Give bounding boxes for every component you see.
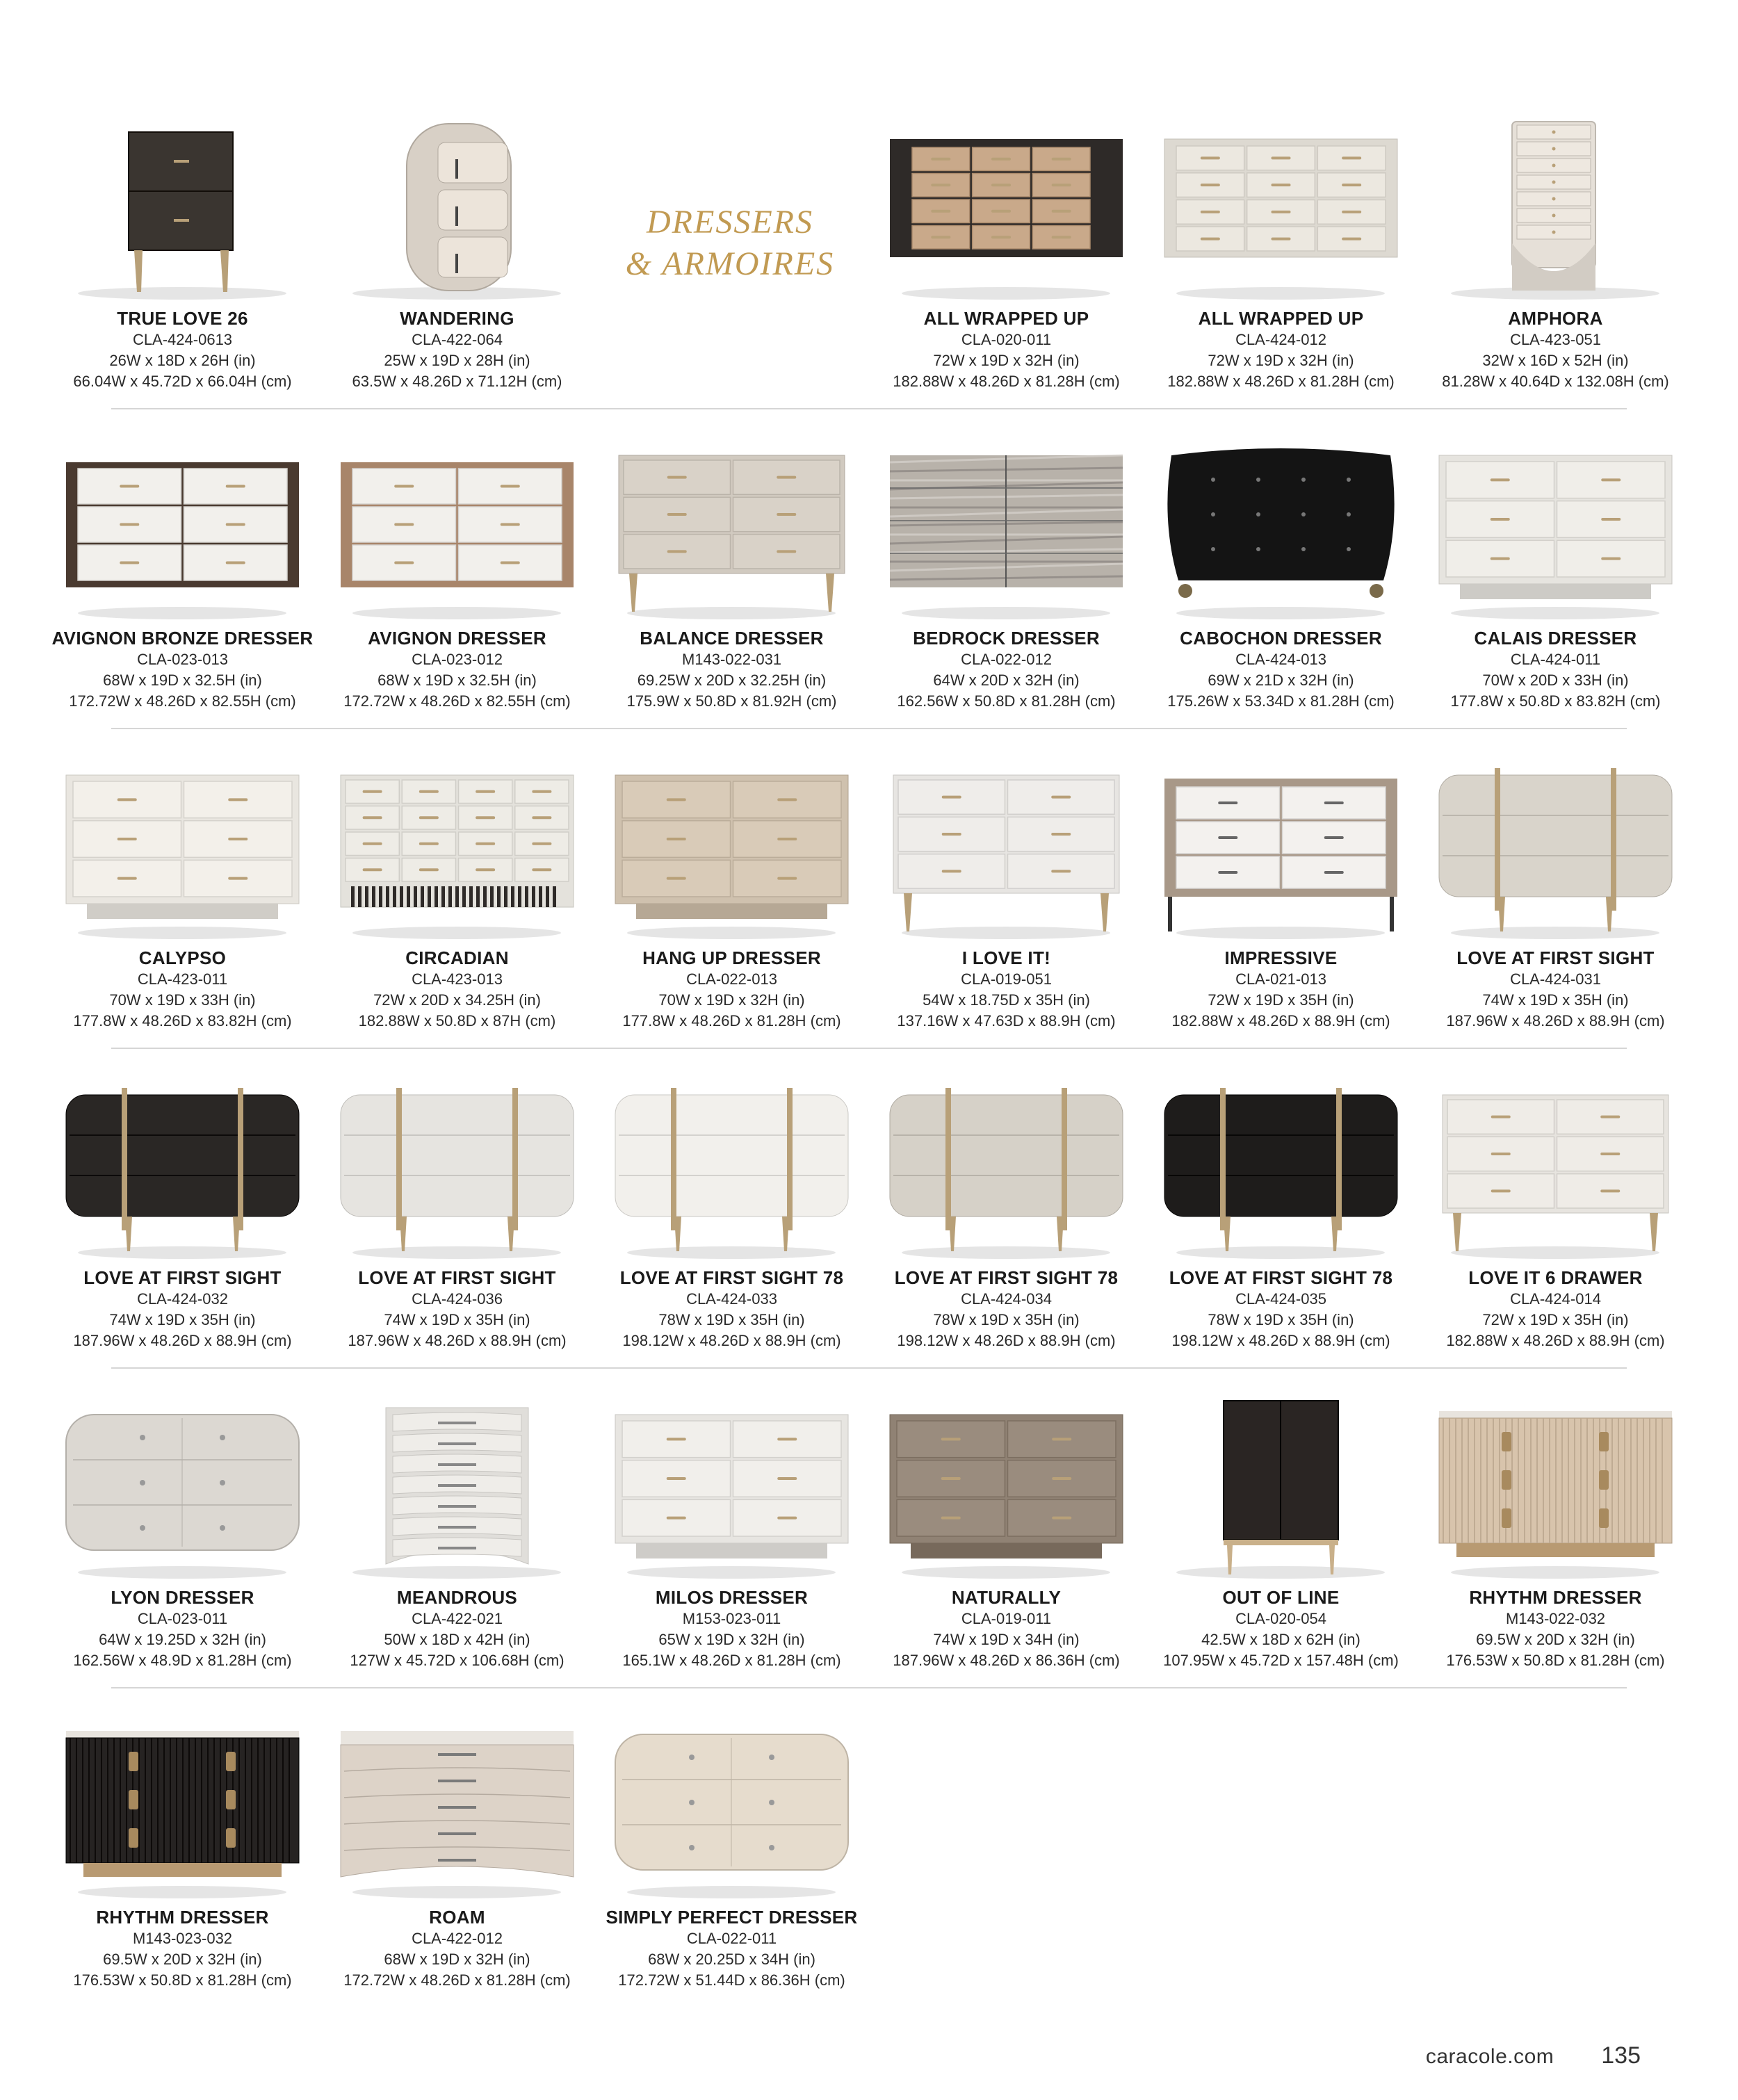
product-dimensions-in: 72W x 20D x 34.25H (in): [373, 991, 541, 1009]
product-card[interactable]: [320, 118, 594, 438]
product-image: [334, 758, 580, 945]
product-name: LOVE AT FIRST SIGHT: [358, 1267, 556, 1288]
product-dimensions-in: 64W x 20D x 32H (in): [933, 671, 1080, 689]
product-name: BALANCE DRESSER: [640, 628, 824, 649]
product-sku: CLA-022-011: [686, 1930, 777, 1947]
product-sku: CLA-424-013: [1235, 651, 1326, 668]
product-dimensions-in: 72W x 19D x 32H (in): [933, 352, 1080, 369]
product-dimensions-in: 25W x 19D x 28H (in): [384, 352, 530, 369]
product-card[interactable]: [594, 1717, 869, 2037]
product-name: ALL WRAPPED UP: [1198, 308, 1364, 329]
product-info: [855, 1267, 1158, 1351]
product-name: HANG UP DRESSER: [642, 947, 821, 968]
product-dimensions-cm: 177.8W x 50.8D x 83.82H (cm): [1450, 692, 1661, 710]
product-row: [0, 438, 1738, 758]
product-card[interactable]: [1418, 758, 1693, 1077]
product-info: [1404, 1586, 1707, 1671]
product-dimensions-in: 78W x 19D x 35H (in): [933, 1311, 1080, 1328]
product-card[interactable]: [320, 1717, 594, 2037]
product-sku: CLA-424-011: [1510, 651, 1601, 668]
product-row: [0, 758, 1738, 1077]
product-dimensions-in: 54W x 18.75D x 35H (in): [923, 991, 1090, 1009]
product-card[interactable]: [594, 758, 869, 1077]
product-dimensions-in: 74W x 19D x 35H (in): [109, 1311, 256, 1328]
product-dimensions-cm: 172.72W x 48.26D x 82.55H (cm): [343, 692, 571, 710]
product-image: [608, 1397, 855, 1585]
product-name: NATURALLY: [951, 1587, 1062, 1608]
product-card[interactable]: [1418, 1397, 1693, 1717]
product-image: [334, 1397, 580, 1585]
product-name: SIMPLY PERFECT DRESSER: [606, 1907, 858, 1928]
product-card[interactable]: [45, 1397, 320, 1717]
product-image: [1432, 1397, 1679, 1585]
product-dimensions-in: 69.5W x 20D x 32H (in): [103, 1951, 262, 1968]
product-dimensions-cm: 172.72W x 48.26D x 81.28H (cm): [343, 1971, 571, 1989]
product-dimensions-cm: 175.9W x 50.8D x 81.92H (cm): [626, 692, 837, 710]
product-card[interactable]: [320, 438, 594, 758]
product-dimensions-in: 42.5W x 18D x 62H (in): [1201, 1631, 1361, 1648]
product-info: [855, 627, 1158, 712]
product-info: [31, 1906, 334, 1991]
product-sku: M153-023-011: [682, 1610, 781, 1627]
product-sku: CLA-424-034: [961, 1290, 1052, 1308]
product-name: LOVE AT FIRST SIGHT 78: [619, 1267, 844, 1288]
product-card[interactable]: [1144, 118, 1418, 438]
product-info: [855, 307, 1158, 392]
product-card[interactable]: [320, 1397, 594, 1717]
product-name: RHYTHM DRESSER: [1469, 1587, 1642, 1608]
product-dimensions-in: 69W x 21D x 32H (in): [1208, 671, 1354, 689]
product-dimensions-cm: 66.04W x 45.72D x 66.04H (cm): [73, 373, 292, 390]
row-divider: [111, 1048, 1627, 1049]
product-sku: M143-022-032: [1505, 1610, 1606, 1627]
product-name: CABOCHON DRESSER: [1180, 628, 1382, 649]
product-sku: CLA-022-012: [961, 651, 1052, 668]
product-info: [31, 1586, 334, 1671]
product-row: [0, 1717, 1738, 2037]
product-sku: M143-022-031: [681, 651, 782, 668]
product-image: [59, 1717, 306, 1905]
product-card[interactable]: [45, 438, 320, 758]
product-dimensions-in: 70W x 20D x 33H (in): [1482, 671, 1629, 689]
product-sku: M143-023-032: [132, 1930, 233, 1947]
product-sku: CLA-423-013: [412, 970, 503, 988]
product-sku: CLA-423-011: [137, 970, 228, 988]
product-name: MILOS DRESSER: [655, 1587, 809, 1608]
product-sku: CLA-023-013: [137, 651, 228, 668]
product-dimensions-in: 32W x 16D x 52H (in): [1482, 352, 1629, 369]
product-card[interactable]: [869, 118, 1144, 438]
product-sku: CLA-422-021: [412, 1610, 503, 1627]
product-sku: CLA-019-011: [961, 1610, 1052, 1627]
product-image: [1158, 758, 1404, 945]
product-image: [1158, 438, 1404, 626]
product-name: LYON DRESSER: [111, 1587, 254, 1608]
product-sku: CLA-020-011: [961, 331, 1052, 348]
product-image: [883, 758, 1130, 945]
product-info: [1404, 947, 1707, 1032]
product-name: IMPRESSIVE: [1224, 947, 1338, 968]
product-sku: CLA-021-013: [1235, 970, 1326, 988]
product-card[interactable]: [320, 1077, 594, 1397]
product-image: [883, 118, 1130, 306]
product-card[interactable]: [869, 1397, 1144, 1717]
product-card[interactable]: [869, 1077, 1144, 1397]
product-image: [883, 438, 1130, 626]
product-info: [1130, 1586, 1432, 1671]
product-name: CALYPSO: [138, 947, 227, 968]
product-dimensions-in: 68W x 19D x 32.5H (in): [377, 671, 537, 689]
product-image: [59, 118, 306, 306]
product-info: [580, 1586, 883, 1671]
product-image: [608, 1077, 855, 1265]
product-dimensions-cm: 81.28W x 40.64D x 132.08H (cm): [1442, 373, 1669, 390]
product-dimensions-in: 68W x 20.25D x 34H (in): [648, 1951, 815, 1968]
product-card[interactable]: [594, 438, 869, 758]
product-row: [0, 1077, 1738, 1397]
product-dimensions-cm: 187.96W x 48.26D x 86.36H (cm): [893, 1652, 1120, 1669]
product-dimensions-cm: 162.56W x 48.9D x 81.28H (cm): [73, 1652, 292, 1669]
product-sku: CLA-019-051: [961, 970, 1052, 988]
product-name: ALL WRAPPED UP: [923, 308, 1089, 329]
product-sku: CLA-022-013: [686, 970, 777, 988]
product-sku: CLA-424-033: [686, 1290, 777, 1308]
product-info: [580, 1906, 883, 1991]
section-title-line-1: DRESSERS: [647, 204, 813, 241]
product-dimensions-in: 68W x 19D x 32.5H (in): [103, 671, 262, 689]
row-divider: [111, 1687, 1627, 1688]
product-name: LOVE AT FIRST SIGHT 78: [894, 1267, 1119, 1288]
product-sku: CLA-424-012: [1235, 331, 1326, 348]
page-number: 135: [1601, 2042, 1641, 2069]
product-image: [59, 1397, 306, 1585]
product-dimensions-cm: 172.72W x 51.44D x 86.36H (cm): [618, 1971, 845, 1989]
product-card[interactable]: [45, 758, 320, 1077]
product-name: AVIGNON DRESSER: [368, 628, 546, 649]
product-sku: CLA-423-051: [1510, 331, 1601, 348]
product-dimensions-in: 74W x 19D x 35H (in): [384, 1311, 530, 1328]
product-dimensions-in: 68W x 19D x 32H (in): [384, 1951, 530, 1968]
product-name: CALAIS DRESSER: [1474, 628, 1637, 649]
product-info: [1404, 307, 1707, 392]
product-image: [1432, 1077, 1679, 1265]
product-dimensions-in: 65W x 19D x 32H (in): [658, 1631, 805, 1648]
page-footer: [1426, 2042, 1641, 2069]
product-name: AVIGNON BRONZE DRESSER: [51, 628, 314, 649]
product-info: [306, 307, 608, 392]
product-image: [1432, 118, 1679, 306]
product-dimensions-in: 72W x 19D x 35H (in): [1208, 991, 1354, 1009]
product-info: [1130, 627, 1432, 712]
product-dimensions-cm: 182.88W x 48.26D x 88.9H (cm): [1446, 1332, 1665, 1349]
product-dimensions-cm: 198.12W x 48.26D x 88.9H (cm): [622, 1332, 841, 1349]
product-dimensions-cm: 187.96W x 48.26D x 88.9H (cm): [1446, 1012, 1665, 1029]
product-dimensions-cm: 176.53W x 50.8D x 81.28H (cm): [1446, 1652, 1665, 1669]
product-dimensions-cm: 182.88W x 48.26D x 81.28H (cm): [893, 373, 1120, 390]
product-image: [608, 758, 855, 945]
product-sku: CLA-424-032: [137, 1290, 228, 1308]
product-image: [1432, 758, 1679, 945]
product-name: ROAM: [429, 1907, 485, 1928]
product-info: [1404, 1267, 1707, 1351]
product-info: [855, 1586, 1158, 1671]
product-dimensions-cm: 63.5W x 48.26D x 71.12H (cm): [352, 373, 562, 390]
product-info: [1130, 1267, 1432, 1351]
product-dimensions-cm: 177.8W x 48.26D x 81.28H (cm): [622, 1012, 841, 1029]
product-card[interactable]: [1144, 438, 1418, 758]
product-image: [1158, 1077, 1404, 1265]
product-dimensions-in: 78W x 19D x 35H (in): [1208, 1311, 1354, 1328]
product-dimensions-in: 70W x 19D x 33H (in): [109, 991, 256, 1009]
product-card[interactable]: [1144, 1397, 1418, 1717]
product-dimensions-cm: 107.95W x 45.72D x 157.48H (cm): [1163, 1652, 1399, 1669]
product-info: [31, 1267, 334, 1351]
product-image: [1158, 118, 1404, 306]
product-image: [1432, 438, 1679, 626]
product-dimensions-in: 69.25W x 20D x 32.25H (in): [637, 671, 827, 689]
product-image: [59, 758, 306, 945]
product-info: [855, 947, 1158, 1032]
row-divider: [111, 408, 1627, 409]
product-name: BEDROCK DRESSER: [913, 628, 1100, 649]
product-image: [1158, 1397, 1404, 1585]
product-card[interactable]: [594, 1077, 869, 1397]
product-image: [334, 438, 580, 626]
product-dimensions-cm: 182.88W x 50.8D x 87H (cm): [358, 1012, 556, 1029]
product-dimensions-cm: 127W x 45.72D x 106.68H (cm): [350, 1652, 565, 1669]
product-name: LOVE AT FIRST SIGHT 78: [1169, 1267, 1393, 1288]
product-name: MEANDROUS: [396, 1587, 518, 1608]
row-divider: [111, 1367, 1627, 1369]
product-sku: CLA-424-0613: [132, 331, 233, 348]
product-image: [59, 438, 306, 626]
product-sku: CLA-424-014: [1510, 1290, 1601, 1308]
product-card[interactable]: [1418, 1077, 1693, 1397]
product-image: [334, 1717, 580, 1905]
product-info: [31, 947, 334, 1032]
product-info: [1130, 307, 1432, 392]
product-name: RHYTHM DRESSER: [96, 1907, 269, 1928]
product-sku: CLA-424-031: [1510, 970, 1601, 988]
product-dimensions-cm: 187.96W x 48.26D x 88.9H (cm): [73, 1332, 292, 1349]
product-dimensions-in: 72W x 19D x 35H (in): [1482, 1311, 1629, 1328]
product-image: [883, 1397, 1130, 1585]
product-dimensions-cm: 198.12W x 48.26D x 88.9H (cm): [897, 1332, 1116, 1349]
product-dimensions-cm: 175.26W x 53.34D x 81.28H (cm): [1167, 692, 1395, 710]
product-dimensions-cm: 165.1W x 48.26D x 81.28H (cm): [622, 1652, 841, 1669]
product-name: LOVE IT 6 DRAWER: [1468, 1267, 1643, 1288]
product-image: [883, 1077, 1130, 1265]
product-name: OUT OF LINE: [1222, 1587, 1340, 1608]
product-card[interactable]: [45, 1717, 320, 2037]
product-sku: CLA-422-012: [412, 1930, 503, 1947]
product-card[interactable]: [1144, 758, 1418, 1077]
product-card[interactable]: [869, 758, 1144, 1077]
product-info: [31, 307, 334, 392]
product-card[interactable]: [1144, 1077, 1418, 1397]
product-info: [306, 627, 608, 712]
row-divider: [111, 728, 1627, 729]
product-info: [580, 627, 883, 712]
product-sku: CLA-023-011: [137, 1610, 228, 1627]
product-dimensions-cm: 198.12W x 48.26D x 88.9H (cm): [1171, 1332, 1390, 1349]
product-dimensions-cm: 177.8W x 48.26D x 83.82H (cm): [73, 1012, 292, 1029]
product-sku: CLA-424-036: [412, 1290, 503, 1308]
product-image: [334, 1077, 580, 1265]
product-card[interactable]: [594, 1397, 869, 1717]
product-dimensions-in: 78W x 19D x 35H (in): [658, 1311, 805, 1328]
product-info: [306, 1267, 608, 1351]
product-sku: CLA-424-035: [1235, 1290, 1326, 1308]
product-dimensions-cm: 187.96W x 48.26D x 88.9H (cm): [348, 1332, 567, 1349]
product-dimensions-in: 70W x 19D x 32H (in): [658, 991, 805, 1009]
product-card[interactable]: [45, 118, 320, 438]
product-name: CIRCADIAN: [405, 947, 509, 968]
product-name: TRUE LOVE 26: [117, 308, 248, 329]
product-info: [31, 627, 334, 712]
product-name: AMPHORA: [1508, 308, 1603, 329]
product-dimensions-cm: 172.72W x 48.26D x 82.55H (cm): [69, 692, 296, 710]
product-image: [608, 438, 855, 626]
product-card[interactable]: [1418, 438, 1693, 758]
product-dimensions-in: 74W x 19D x 34H (in): [933, 1631, 1080, 1648]
product-dimensions-cm: 176.53W x 50.8D x 81.28H (cm): [73, 1971, 292, 1989]
product-dimensions-cm: 182.88W x 48.26D x 88.9H (cm): [1171, 1012, 1390, 1029]
product-dimensions-in: 26W x 18D x 26H (in): [109, 352, 256, 369]
product-card[interactable]: [45, 1077, 320, 1397]
product-card[interactable]: [1418, 118, 1693, 438]
product-info: [306, 947, 608, 1032]
product-dimensions-in: 69.5W x 20D x 32H (in): [1476, 1631, 1635, 1648]
product-sku: CLA-020-054: [1235, 1610, 1326, 1627]
product-dimensions-in: 74W x 19D x 35H (in): [1482, 991, 1629, 1009]
product-sku: CLA-422-064: [412, 331, 503, 348]
product-dimensions-cm: 162.56W x 50.8D x 81.28H (cm): [897, 692, 1116, 710]
product-sku: CLA-023-012: [412, 651, 503, 668]
product-dimensions-cm: 137.16W x 47.63D x 88.9H (cm): [897, 1012, 1116, 1029]
product-info: [306, 1586, 608, 1671]
footer-url[interactable]: caracole.com: [1425, 2045, 1554, 2068]
product-card[interactable]: [320, 758, 594, 1077]
product-row: [0, 1397, 1738, 1717]
product-info: [580, 1267, 883, 1351]
product-dimensions-in: 50W x 18D x 42H (in): [384, 1631, 530, 1648]
section-title-line-2: & ARMOIRES: [625, 245, 835, 282]
product-dimensions-in: 72W x 19D x 32H (in): [1208, 352, 1354, 369]
product-name: LOVE AT FIRST SIGHT: [1456, 947, 1655, 968]
product-info: [1130, 947, 1432, 1032]
product-info: [306, 1906, 608, 1991]
product-card[interactable]: [869, 438, 1144, 758]
product-image: [59, 1077, 306, 1265]
product-image: [334, 118, 580, 306]
product-info: [1404, 627, 1707, 712]
product-row: [0, 118, 1738, 438]
product-image: [608, 1717, 855, 1905]
product-dimensions-in: 64W x 19.25D x 32H (in): [99, 1631, 266, 1648]
product-name: LOVE AT FIRST SIGHT: [83, 1267, 282, 1288]
product-dimensions-cm: 182.88W x 48.26D x 81.28H (cm): [1167, 373, 1395, 390]
product-name: WANDERING: [400, 308, 514, 329]
product-name: I LOVE IT!: [961, 947, 1051, 968]
product-info: [580, 947, 883, 1032]
